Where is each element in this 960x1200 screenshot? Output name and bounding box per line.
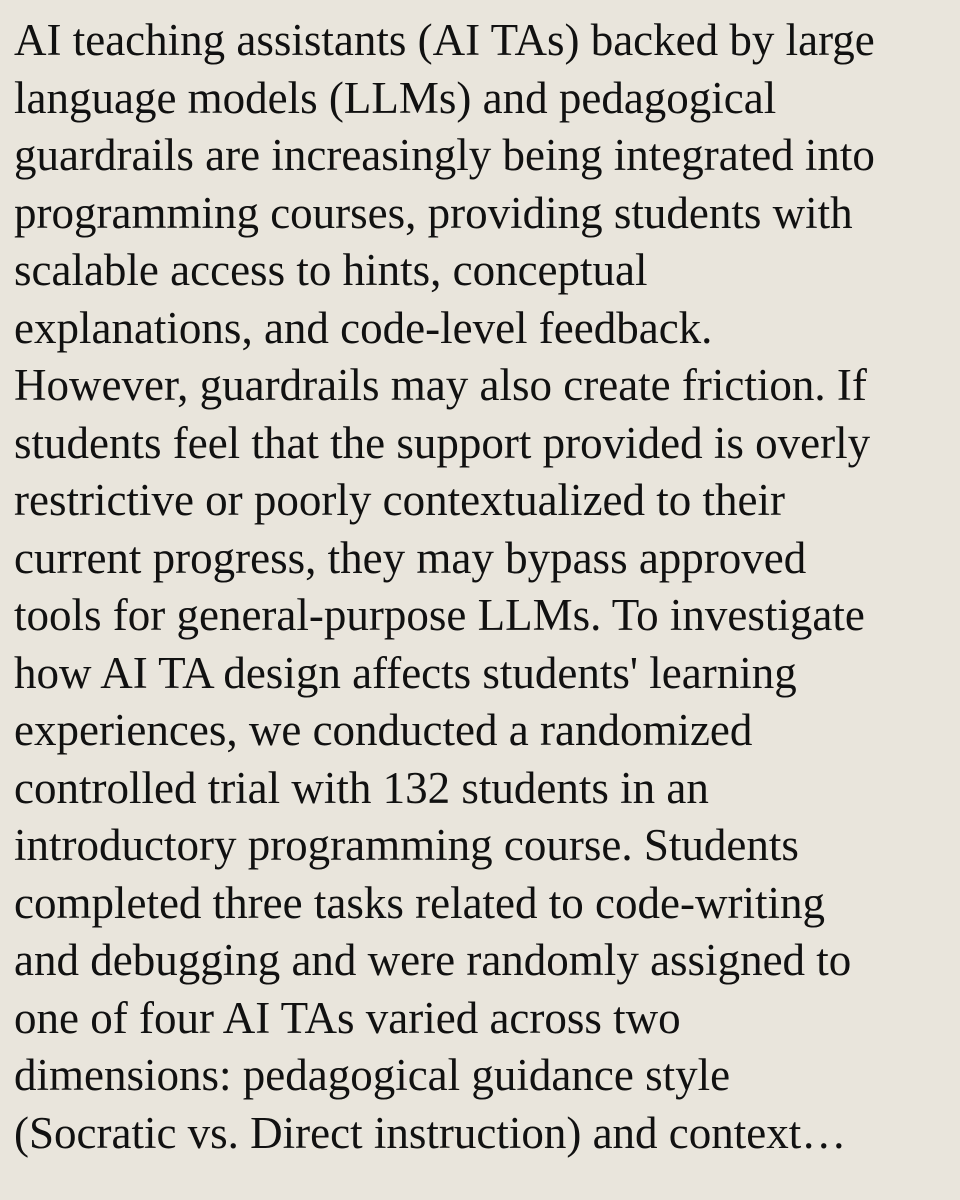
abstract-line: AI teaching assistants (AI TAs) backed by large (14, 15, 875, 65)
abstract-line: guardrails are increasingly being integrated into (14, 130, 875, 180)
abstract-line: tools for general-purpose LLMs. To investigate (14, 590, 865, 640)
abstract-line: completed three tasks related to code-writing (14, 877, 825, 928)
abstract-line: dimensions: pedagogical guidance style (14, 1050, 731, 1100)
abstract-line: introductory programming course. Students (14, 820, 799, 870)
abstract-line: However, guardrails may also create friction. If (14, 360, 867, 410)
abstract-line: how AI TA design affects students' learning (14, 647, 797, 698)
abstract-line: explanations, and code-level feedback. (14, 302, 713, 353)
abstract-line: students feel that the support provided is overly (14, 417, 871, 468)
abstract-line: experiences, we conducted a randomized (14, 705, 753, 755)
abstract-line: scalable access to hints, conceptual (14, 245, 648, 295)
abstract-text (14, 12, 954, 1162)
abstract-line: (Socratic vs. Direct instruction) and context… (14, 1107, 847, 1158)
abstract-line: programming courses, providing students with (14, 187, 853, 238)
abstract-line: current progress, they may bypass approved (14, 532, 807, 583)
abstract-line: restrictive or poorly contextualized to their (14, 475, 785, 525)
abstract-line: controlled trial with 132 students in an (14, 762, 709, 813)
abstract-line: one of four AI TAs varied across two (14, 992, 681, 1043)
abstract-line: language models (LLMs) and pedagogical (14, 72, 777, 123)
abstract-line: and debugging and were randomly assigned to (14, 935, 852, 985)
